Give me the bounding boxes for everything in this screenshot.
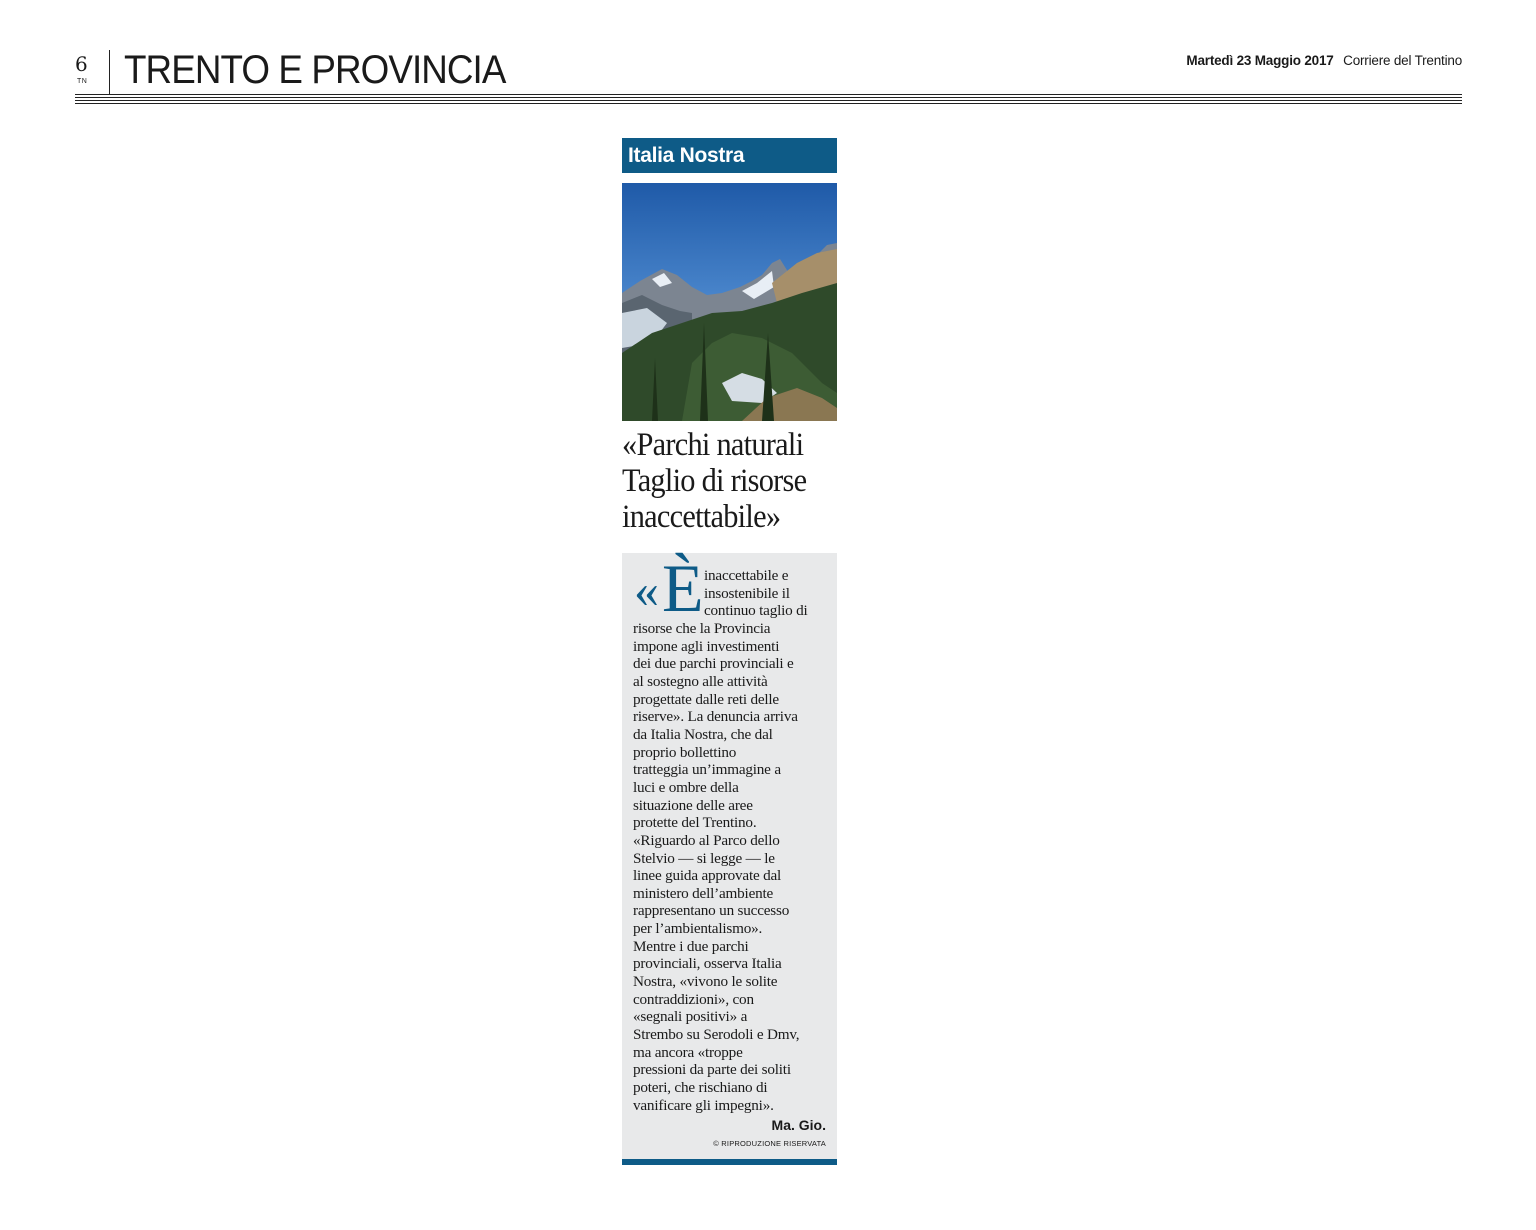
- article-box: [622, 550, 837, 1165]
- page-number: 6: [75, 52, 88, 76]
- newspaper-name: Corriere del Trentino: [1343, 53, 1462, 68]
- body-line: dei due parchi provinciali e: [633, 655, 794, 673]
- copyright-notice: © RIPRODUZIONE RISERVATA: [713, 1139, 826, 1148]
- body-line: linee guida approvate dal: [633, 867, 782, 885]
- header-rules: [75, 94, 1462, 108]
- body-line: proprio bollettino: [633, 743, 737, 761]
- article-kicker: Italia Nostra: [622, 138, 837, 173]
- body-line: progettate dalle reti delle: [633, 690, 779, 708]
- body-line: Stelvio — si legge — le: [633, 849, 775, 867]
- body-line: per l’ambientalismo».: [633, 920, 763, 938]
- edition-code: TN: [77, 78, 88, 85]
- body-line: Strembo su Serodoli e Dmv,: [633, 1026, 800, 1044]
- headline-line-1: «Parchi naturali: [622, 427, 804, 463]
- body-line: luci e ombre della: [633, 778, 739, 796]
- body-line: situazione delle aree: [633, 796, 753, 814]
- section-title: TRENTO E PROVINCIA: [124, 48, 506, 92]
- dateline: [1186, 53, 1462, 68]
- body-line: risorse che la Provincia: [633, 619, 771, 637]
- article-body: [633, 562, 833, 1114]
- byline: Ma. Gio.: [771, 1117, 826, 1133]
- article-photo: [622, 183, 837, 421]
- body-line: al sostegno alle attività: [633, 672, 768, 690]
- body-line: provinciali, osserva Italia: [633, 955, 782, 973]
- body-line: ministero dell’ambiente: [633, 884, 774, 902]
- body-line: «segnali positivi» a: [633, 1008, 748, 1026]
- issue-date: Martedì 23 Maggio 2017: [1186, 53, 1334, 68]
- body-line: riserve». La denuncia arriva: [633, 708, 798, 726]
- body-line: Mentre i due parchi: [633, 937, 749, 955]
- body-line: «Riguardo al Parco dello: [633, 831, 780, 849]
- headline-line-3: inaccettabile»: [622, 499, 781, 535]
- body-line: vanificare gli impegni».: [633, 1096, 774, 1114]
- headline-line-2: Taglio di risorse: [622, 463, 807, 499]
- body-line: protette del Trentino.: [633, 814, 757, 832]
- header-divider: [109, 50, 110, 94]
- body-line: rappresentano un successo: [633, 902, 790, 920]
- body-line: pressioni da parte dei soliti: [633, 1061, 791, 1079]
- headline: [622, 427, 843, 535]
- body-line: impone agli investimenti: [633, 637, 780, 655]
- body-line: inaccettabile e: [704, 567, 789, 584]
- body-line: ma ancora «troppe: [633, 1043, 743, 1061]
- body-line: continuo taglio di: [704, 602, 808, 620]
- drop-cap: È: [662, 550, 704, 626]
- body-line: Nostra, «vivono le solite: [633, 973, 778, 991]
- opening-quote-mark: «: [634, 562, 659, 618]
- body-line: tratteggia un’immagine a: [633, 761, 781, 779]
- body-line: insostenibile il: [704, 584, 790, 602]
- body-line: da Italia Nostra, che dal: [633, 725, 773, 743]
- body-line: contraddizioni», con: [633, 990, 754, 1008]
- body-line: poteri, che rischiano di: [633, 1079, 768, 1097]
